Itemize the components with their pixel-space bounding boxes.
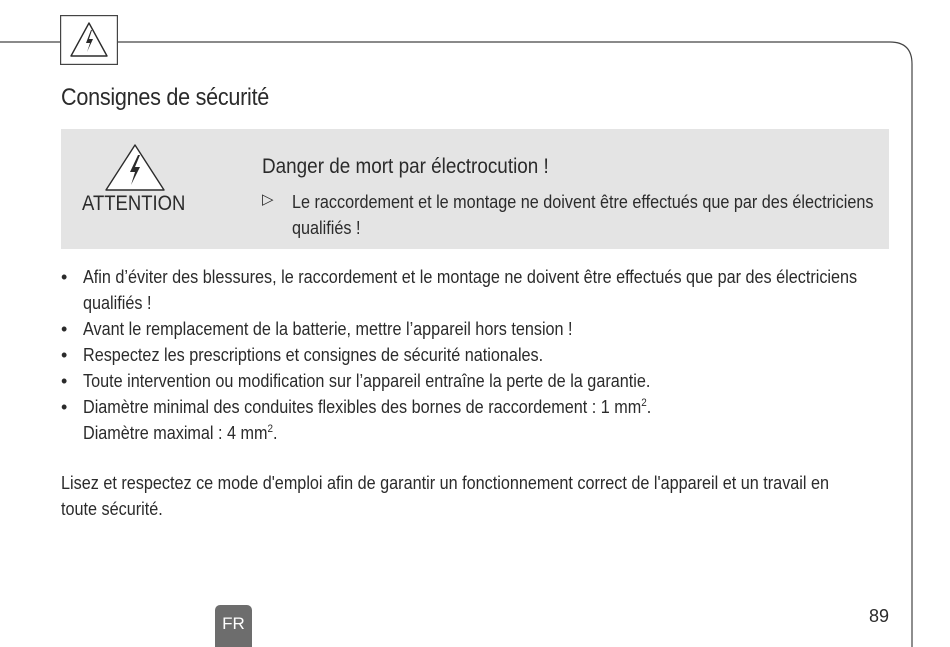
bullet-icon: • <box>61 345 68 365</box>
list-item-text <box>83 394 875 446</box>
electric-hazard-icon <box>60 15 118 65</box>
list-item <box>61 368 931 394</box>
max-diameter-text: Diamètre maximal : 4 mm <box>83 423 268 443</box>
attention-label: ATTENTION <box>82 192 186 215</box>
superscript: 2 <box>267 423 274 435</box>
bullet-icon: • <box>61 397 68 417</box>
list-item <box>61 316 931 342</box>
page-title: Consignes de sécurité <box>61 84 270 111</box>
instructions-paragraph: Lisez et respectez ce mode d'emploi afin de garantir un fonctionnement correct de l'appareil et un travail en toute sécurité. <box>61 473 830 519</box>
bullet-icon: • <box>61 267 68 287</box>
punctuation: . <box>646 397 652 417</box>
warning-instruction-text: Le raccordement et le montage ne doivent être effectués que par des électriciens qualifiés ! <box>292 192 874 238</box>
bullet-icon: • <box>61 371 68 391</box>
list-item-text: Afin d’éviter des blessures, le raccordement et le montage ne doivent être effectués que par des électriciens qualifiés ! <box>83 267 858 313</box>
list-item-text: Respectez les prescriptions et consignes de sécurité nationales. <box>83 345 544 365</box>
language-tab: FR <box>215 605 252 647</box>
punctuation: . <box>273 423 278 443</box>
danger-heading: Danger de mort par électrocution ! <box>262 155 549 178</box>
bullet-icon: • <box>61 319 68 339</box>
min-diameter-text: Diamètre minimal des conduites flexibles des bornes de raccordement : 1 mm <box>83 397 642 417</box>
triangle-marker-icon: ▷ <box>262 191 274 208</box>
list-item <box>61 264 931 316</box>
superscript: 2 <box>641 397 647 409</box>
list-item <box>61 342 931 368</box>
list-item <box>61 394 931 446</box>
warning-box <box>61 129 889 249</box>
page-number: 89 <box>869 606 890 626</box>
electric-hazard-triangle-icon <box>104 143 166 192</box>
list-item-text: Toute intervention ou modification sur l’appareil entraîne la perte de la garantie. <box>83 371 651 391</box>
list-item-text: Avant le remplacement de la batterie, mettre l’appareil hors tension ! <box>83 319 573 339</box>
safety-bullet-list <box>61 264 931 446</box>
